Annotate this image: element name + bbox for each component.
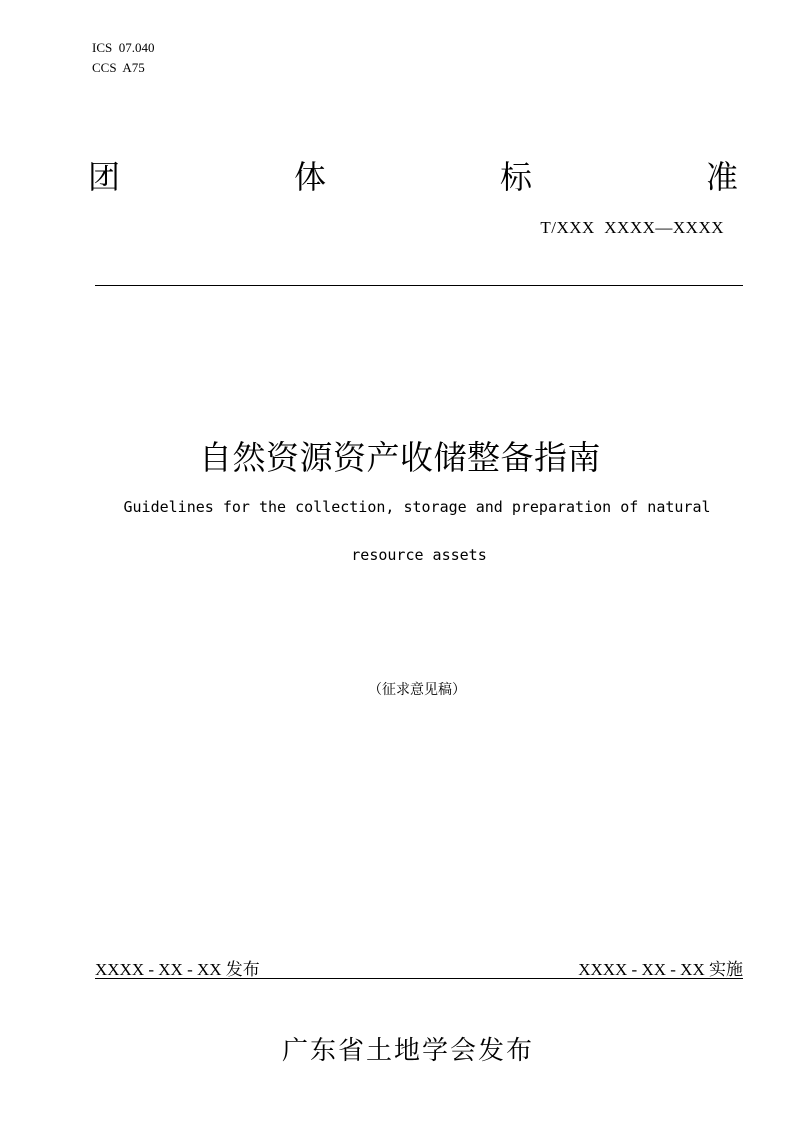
top-divider — [95, 285, 743, 286]
doc-type-char: 体 — [293, 158, 326, 196]
ccs-code: CCS A75 — [92, 60, 145, 75]
standard-number: T/XXX XXXX—XXXX — [540, 218, 724, 237]
title-english-line1: Guidelines for the collection, storage and preparation of natural — [123, 498, 711, 516]
draft-status: （征求意见稿） — [368, 682, 466, 698]
title-chinese: 自然资源资产收储整备指南 — [199, 438, 601, 477]
classification-codes — [92, 38, 154, 78]
title-english-line2: resource assets — [351, 546, 487, 564]
document-type — [88, 152, 738, 198]
doc-type-char: 标 — [499, 158, 532, 196]
bottom-divider — [95, 978, 743, 979]
doc-type-char: 团 — [88, 158, 121, 196]
implement-date: XXXX - XX - XX 实施 — [578, 960, 743, 979]
doc-type-char: 准 — [705, 158, 738, 196]
publisher: 广东省土地学会发布 — [281, 1036, 534, 1066]
ics-code: ICS 07.040 — [92, 40, 155, 55]
publish-date: XXXX - XX - XX 发布 — [95, 960, 260, 979]
